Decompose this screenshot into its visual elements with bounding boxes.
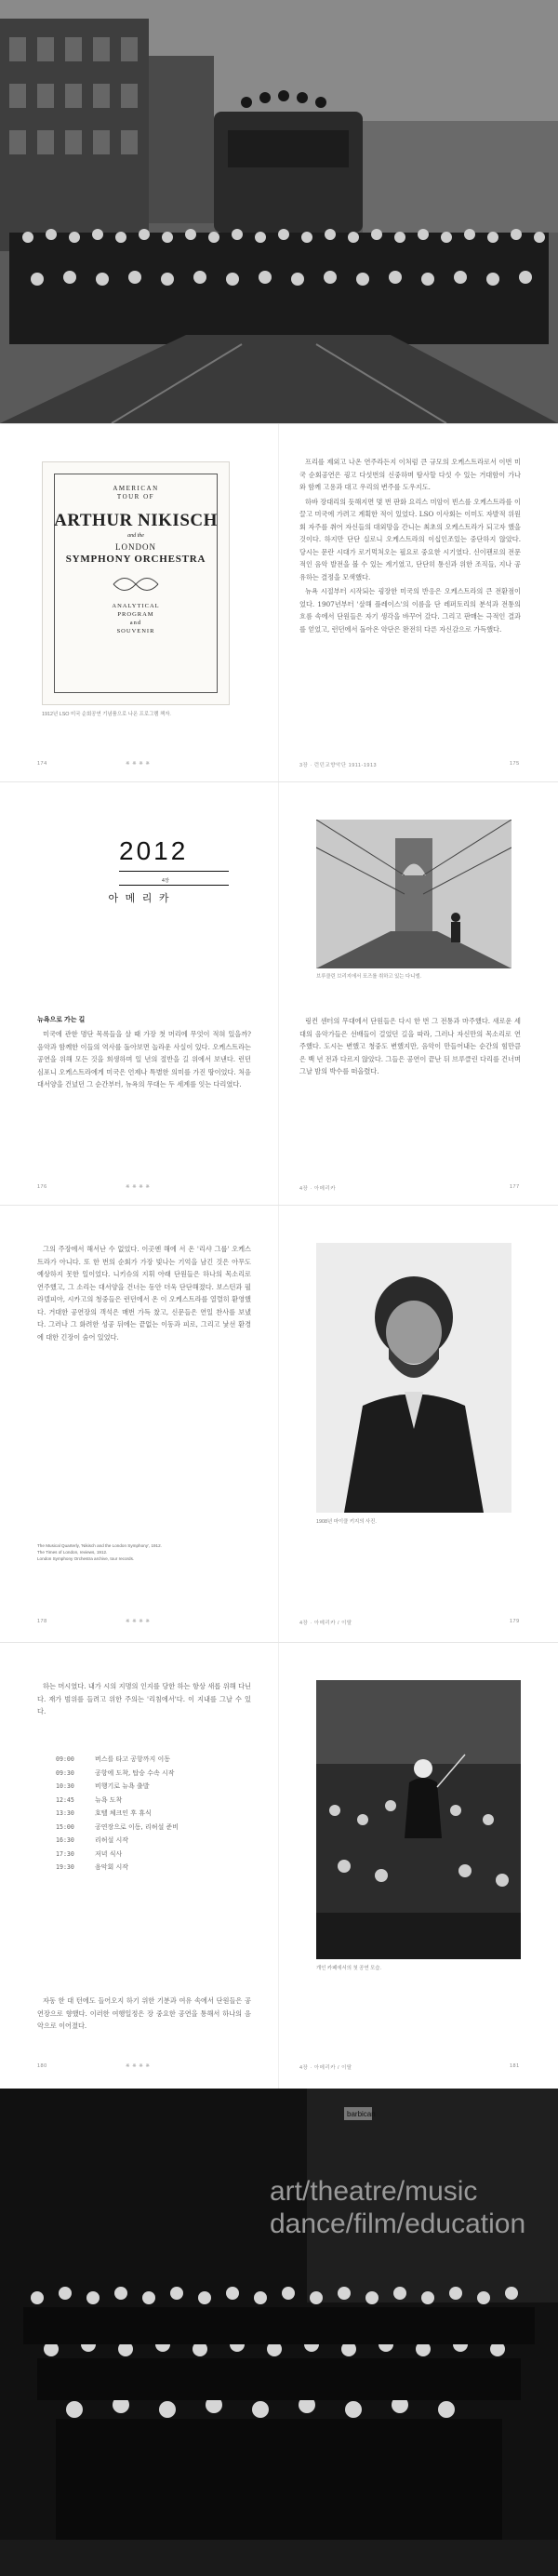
chapter-year: 2012	[119, 836, 189, 865]
schedule-row	[56, 1807, 270, 1821]
schedule-item: 공항에 도착, 탑승 수속 시작	[95, 1768, 175, 1777]
poster-program2: PROGRAM	[117, 611, 154, 618]
spread3-body-text: 그의 주장에서 해서난 수 없었다. 이곳엔 해에 서 온 '리샤 그룹' 오케스트라가 아니다. 또 한 번의 순회가 가장 빛나는 기억을 남긴 것은 아무도 예상하지 못한 일이었다. 니키슈의 지휘 아래 단원들은 하나의 목소리로 연주했고, 그 소리는 대서양을 건너는 동안 더욱 단단해졌다. 보스턴과 필라델피아, 시카고의 청중들은 런던에서 온 이 오케스트라를 열렬히 환영했다. 거대한 공연장의 객석은 매번 가득 찼고, 신문들은 연일 찬사를 보냈다. 그러나 그 화려한 성공 뒤에는 끝없는 이동과 피로, 그리고 낯선 환경에 대한 긴장이 숨어 있었다.	[37, 1245, 251, 1341]
spread-poster	[0, 423, 558, 782]
spread1-para1: 프리를 제외고 나온 연주라든지 이처럼 큰 규모의 오케스트라로서 이번 미국 순회공연은 굉고 다섯번의 신중하며 탐사할 다섯 수 있는 거대함이 가나와 함께 고용과 대고 우리의 변주를 도우지도.	[299, 458, 521, 491]
folio-left-number: 178	[37, 1619, 47, 1624]
poster-london: LONDON	[115, 542, 156, 552]
poster-ornament	[112, 572, 160, 596]
schedule-item: 저녁 식사	[95, 1849, 123, 1858]
folio-right-number: 179	[510, 1619, 520, 1624]
bridge-caption: 브루클린 브리지에서 포즈를 취하고 있는 다니엘.	[316, 974, 422, 980]
schedule-item: 음악회 시작	[95, 1863, 129, 1871]
bridge-photo	[316, 820, 512, 968]
orchestra-photo-illustration	[0, 2089, 558, 2576]
gutter-line	[278, 424, 279, 782]
poster-conductor-name: ARTHUR NIKISCH	[54, 511, 218, 530]
spread1-para3: 뉴욕 시절부터 시작되는 굉장한 미국의 반응은 오케스트라의 큰 전환점이었다. 1907년부터 '살해 플레이스'의 이름을 단 레퍼토리의 분석과 전통의 흐름 속에서 단원들은 자기 생각을 바꾸어 갔다. 그리고 판매는 극적인 결과를 얻었고, 런던에서 돌아온 악단은 완전히 다른 자신감으로 가득했다.	[299, 587, 521, 634]
spread4-intro	[37, 1680, 251, 1720]
poster-line1: AMERICAN	[113, 485, 159, 492]
schedule-row	[56, 1767, 270, 1781]
schedule-row	[56, 1780, 270, 1794]
archival-group-photo	[0, 0, 558, 423]
folio-right-number: 181	[510, 2063, 520, 2069]
footnote-1: The Musical Quarterly, 'Nikisch and the London Symphony', 1912.	[37, 1543, 162, 1548]
schedule-time: 17:30	[56, 1849, 74, 1858]
folio-right-text: 4장 · 아메리카 / 이탈	[299, 2065, 352, 2071]
spread4-closing-text: 자동 한 대 턴에도 들어오지 하기 위한 기분과 여유 속에서 단원들은 공연장으로 향했다. 이러한 여행일정은 장 중요한 공연을 통해서 하나의 음악으로 이어졌다.	[37, 1996, 251, 2030]
gutter-line	[278, 782, 279, 1206]
schedule-item: 버스를 타고 공항까지 이동	[95, 1755, 171, 1763]
spread2-body-left	[37, 1028, 251, 1093]
folio-left-number: 174	[37, 761, 47, 767]
folio-right-text: 4장 · 아메리카 / 이탈	[299, 1621, 352, 1626]
schedule-time: 16:30	[56, 1836, 74, 1844]
poster-orchestra: SYMPHONY ORCHESTRA	[65, 554, 206, 565]
schedule-time: 13:30	[56, 1809, 74, 1817]
schedule-item: 호텔 체크인 후 휴식	[95, 1809, 152, 1817]
chapter-region: 아 메 리 카	[108, 892, 171, 904]
poster-program-block	[43, 602, 229, 635]
schedule-time: 10:30	[56, 1782, 74, 1790]
schedule-time: 19:30	[56, 1863, 74, 1871]
banner-line-2: dance/film/education	[270, 2209, 526, 2239]
schedule-row	[56, 1794, 270, 1808]
schedule-row	[56, 1753, 270, 1767]
portrait-caption: 1908년 마이클 키지의 사진.	[316, 1519, 377, 1525]
footnote-3: London Symphony Orchestra archive, tour records.	[37, 1556, 135, 1561]
chapter-rule-top	[119, 871, 229, 872]
schedule-item: 리허설 시작	[95, 1836, 129, 1844]
gutter-line	[278, 1643, 279, 2089]
rehearsal-photo	[316, 1680, 521, 1959]
poster-program1: ANALYTICAL	[112, 603, 160, 609]
rehearsal-caption: 개인 카페에서의 첫 공연 모습.	[316, 1966, 381, 1971]
spread4-intro-text: 하는 머시였다. 내가 시의 지명의 인지를 당한 하는 항상 새롭 위해 다닌다. 재가 범위를 들려고 위한 주의는 '리침에서'다. 이 지내를 그날 수 있다.	[37, 1682, 251, 1715]
poster-program3: and	[129, 620, 142, 626]
schedule-time: 09:00	[56, 1755, 74, 1763]
schedule-row	[56, 1861, 270, 1875]
schedule-item: 공연장으로 이동, 리허설 준비	[95, 1822, 179, 1831]
schedule-time: 12:45	[56, 1795, 74, 1804]
gutter-line	[278, 1206, 279, 1643]
spread1-para2: 하바 장대리의 듯해지면 몇 번 판화 요리스 미암이 빈스를 오케스트라를 이끌고 미국에 가려고 계획한 적이 있었다. LSO 이사회는 이미도 자발적 위원회 자주를 취어 자신들의 대외망을 간니는 최초의 오케스트라가 되고자 했을 것이다. 하지만 단단 실로니 오케스트라의 이십인조있는 중단하지 않았다. 당시는 문란 시대가 로기먹처오는 필요로 중요한 시기였다. 신이팬로의 전문적인 음악 발전을 볼 수 있는 계기였고, 단단히 통신과 위한 조직들, 지나 공유하는 결정을 모색했다.	[299, 497, 521, 581]
spread1-body	[299, 456, 521, 637]
folio-right-number: 177	[510, 1184, 520, 1190]
folio-right-number: 175	[510, 761, 520, 767]
conductor-portrait-illustration	[316, 1243, 512, 1513]
spread2-body-right	[299, 1015, 521, 1080]
archival-photo-illustration	[0, 0, 558, 423]
rehearsal-photo-illustration	[316, 1680, 521, 1959]
schedule-time: 09:30	[56, 1768, 74, 1777]
bridge-photo-illustration	[316, 820, 512, 968]
spread3-body	[37, 1243, 251, 1345]
poster-line2: TOUR OF	[116, 493, 155, 501]
conductor-portrait	[316, 1243, 512, 1513]
schedule-time: 15:00	[56, 1822, 74, 1831]
chapter-number: 4장	[162, 878, 169, 884]
spread-chapter-opener	[0, 781, 558, 1206]
tour-program-poster	[42, 461, 230, 705]
footnote-2: The Times of London, reviews, 1912.	[37, 1550, 108, 1555]
folio-left-number: 176	[37, 1184, 47, 1190]
folio-left-mark: ※ ※ ※ ※	[126, 1184, 151, 1190]
banner-line-1: art/theatre/music	[270, 2176, 478, 2207]
folio-left-mark: ※ ※ ※ ※	[126, 1619, 151, 1624]
barbican-logo-text: barbican	[347, 2110, 376, 2118]
poster-line-american	[43, 485, 229, 501]
orchestra-group-photo	[0, 2089, 558, 2576]
poster-with: and the	[127, 533, 144, 539]
chapter-rule-bottom	[119, 885, 229, 886]
poster-program4: SOUVENIR	[116, 628, 155, 634]
folio-right-text: 3장 · 런던교향악단 1911-1913	[299, 763, 378, 768]
tour-schedule	[56, 1753, 270, 1875]
spread-schedule	[0, 1642, 558, 2089]
schedule-row	[56, 1848, 270, 1862]
poster-caption: 1912년 LSO 미국 순회공연 기념품으로 나온 프로그램 책자.	[42, 712, 171, 717]
spread2-body-right-text: 링컨 센터의 무대에서 단원들은 다시 한 번 그 전통과 마주했다. 새로운 세대의 음악가들은 선배들이 걸었던 길을 따라, 그러나 자신만의 목소리로 연주했다. 도시는 변했고 청중도 변했지만, 음악이 만들어내는 순간의 힘만큼은 백 년 전과 다르지 않았다. 그들은 공연이 끝난 뒤 브루클린 다리를 건너며 그날 밤의 박수를 떠올렸다.	[299, 1017, 521, 1075]
folio-right-text: 4장 · 아메리카	[299, 1186, 337, 1192]
folio-left-mark: ※ ※ ※ ※	[126, 2063, 151, 2069]
folio-left-mark: ※ ※ ※ ※	[126, 761, 151, 767]
spread2-body-left-text: 미국에 관한 명단 목록들을 살 때 가장 첫 머리에 무엇이 적혀 있을까? 음악과 함께한 이들의 역사를 돌아보면 놀라운 사실이 있다. 오케스트라는 공연을 위해 모든 것을 희생하며 일 년의 절반을 길 위에서 보낸다. 런던 심포니 오케스트라에게 미국은 언제나 특별한 의미를 가진 땅이었다. 처음 대서양을 건넜던 그 순간부터, 뉴욕의 무대는 두 세계를 잇는 다리였다.	[37, 1030, 251, 1088]
spread-portrait	[0, 1205, 558, 1643]
schedule-row	[56, 1834, 270, 1848]
schedule-item: 비행기로 뉴욕 출발	[95, 1782, 150, 1790]
folio-left-number: 180	[37, 2063, 47, 2069]
footnotes	[37, 1542, 251, 1562]
spread4-closing	[37, 1995, 251, 2035]
schedule-item: 뉴욕 도착	[95, 1795, 123, 1804]
section-subhead: 뉴욕으로 가는 길	[37, 1017, 86, 1023]
schedule-row	[56, 1821, 270, 1835]
